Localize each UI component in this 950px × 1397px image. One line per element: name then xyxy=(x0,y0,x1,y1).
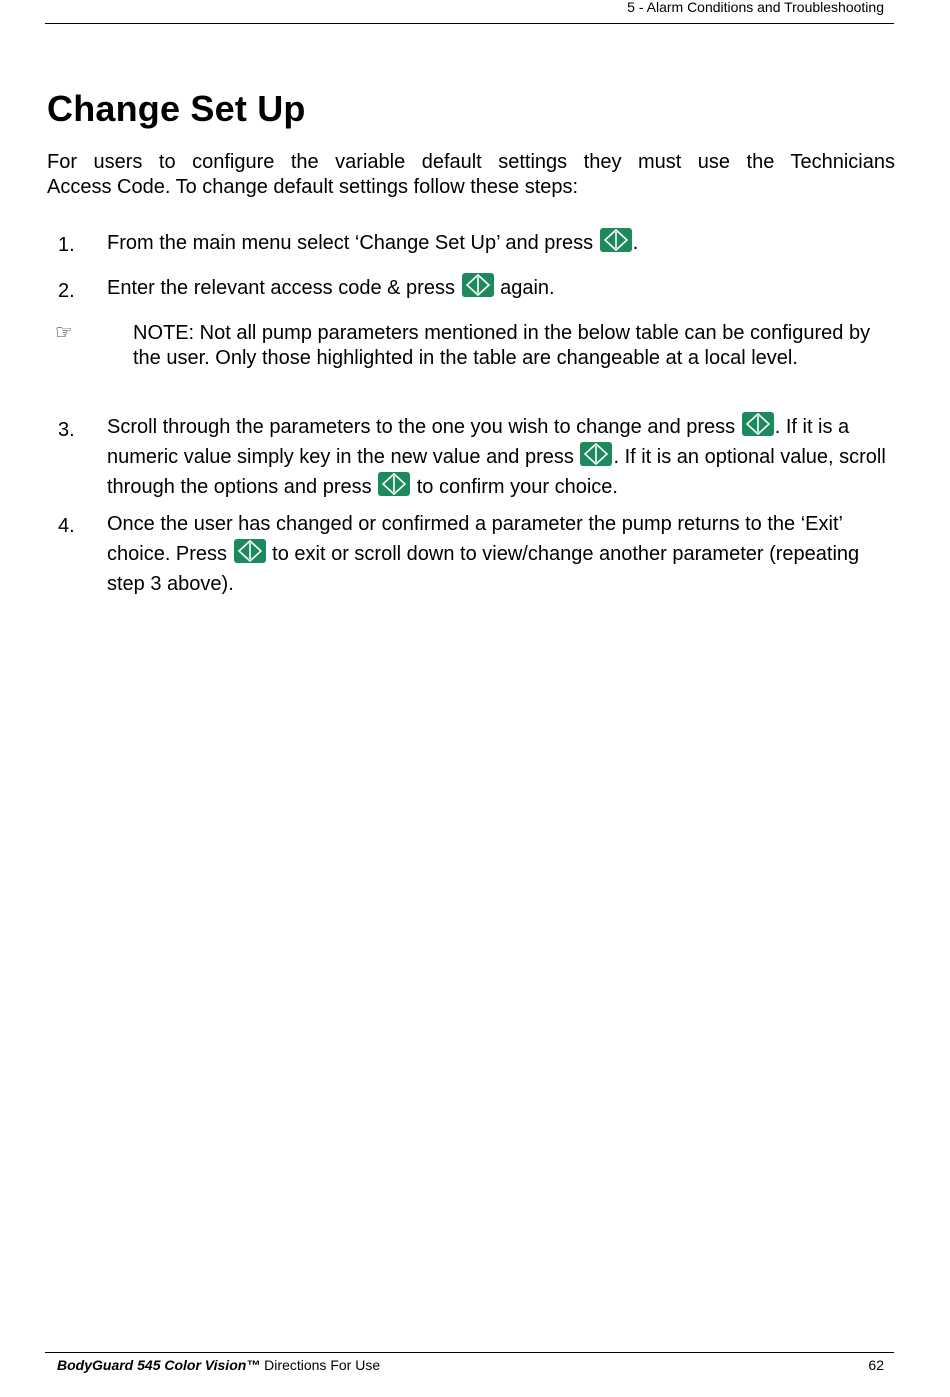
step-2-part-1: Enter the relevant access code & press xyxy=(107,277,461,299)
enter-key-icon xyxy=(462,273,494,297)
intro-line-2: Access Code. To change default settings follow these steps: xyxy=(47,176,579,198)
footer-title xyxy=(57,1357,380,1373)
step-3-text xyxy=(107,412,897,502)
footer-product: BodyGuard 545 Color Vision™ xyxy=(57,1357,261,1373)
page-footer xyxy=(45,1352,894,1380)
step-4-number: 4. xyxy=(58,515,75,537)
step-2-part-2: again. xyxy=(494,277,555,299)
step-1-part-1: From the main menu select ‘Change Set Up’ and press xyxy=(107,232,599,254)
enter-key-icon xyxy=(742,412,774,436)
intro-line-1: For users to configure the variable default settings they must use the Technicians xyxy=(47,151,895,173)
step-3-part-2: . If it is a numeric value simply key in the new value and press xyxy=(107,416,850,468)
intro-paragraph xyxy=(47,150,895,200)
section-title: 5 - Alarm Conditions and Troubleshooting xyxy=(627,0,884,15)
page-number: 62 xyxy=(868,1357,884,1373)
step-2-number: 2. xyxy=(58,280,75,302)
step-4-text xyxy=(107,509,897,599)
page-header xyxy=(45,0,894,24)
step-3-number: 3. xyxy=(58,419,75,441)
step-4-part-2: to exit or scroll down to view/change another parameter (repeating step 3 above). xyxy=(107,543,860,595)
step-1-part-2: . xyxy=(632,232,639,254)
note-text: NOTE: Not all pump parameters mentioned in the below table can be configured by the user. Only those highlighted in the table are changeable at a local level. xyxy=(133,322,871,369)
step-2-text xyxy=(107,273,897,303)
page-title: Change Set Up xyxy=(47,88,306,129)
step-1-text xyxy=(107,228,897,258)
footer-doc: Directions For Use xyxy=(260,1357,381,1373)
enter-key-icon xyxy=(600,228,632,252)
enter-key-icon xyxy=(234,539,266,563)
step-1-number: 1. xyxy=(58,234,75,256)
step-3-part-1: Scroll through the parameters to the one you wish to change and press xyxy=(107,416,741,438)
enter-key-icon xyxy=(580,442,612,466)
pointing-hand-icon: ☞ xyxy=(55,322,73,344)
step-3-part-4: to confirm your choice. xyxy=(411,476,618,498)
enter-key-icon xyxy=(378,472,410,496)
step-4-part-1: Once the user has changed or confirmed a parameter the pump returns to the ‘Exit’ choice. Press xyxy=(107,513,843,565)
step-3-part-3: . If it is an optional value, scroll through the options and press xyxy=(107,446,886,498)
